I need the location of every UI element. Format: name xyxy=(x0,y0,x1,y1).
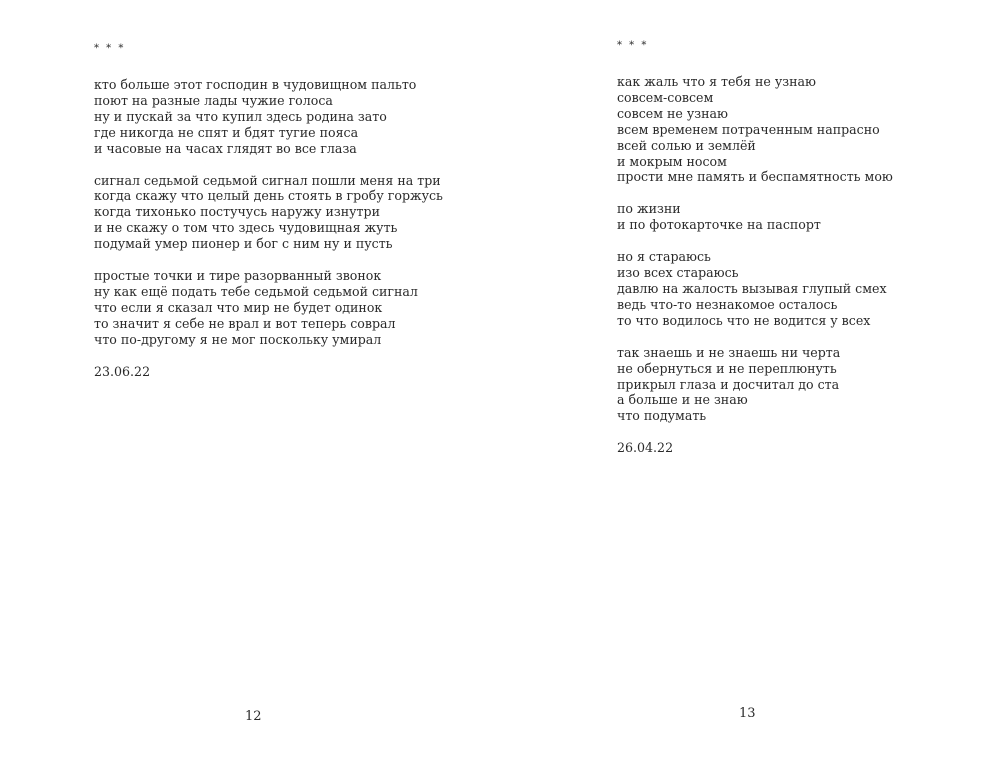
poem-line: и мокрым носом xyxy=(617,153,727,169)
page-number: 12 xyxy=(245,709,262,724)
stanza-2 xyxy=(94,173,443,253)
poem-date: 23.06.22 xyxy=(94,363,151,379)
poem-line: давлю на жалость вызывая глупый смех xyxy=(617,280,887,296)
poem-line: совсем не узнаю xyxy=(617,105,729,121)
poem-line: изо всех стараюсь xyxy=(617,265,739,281)
poem-line: что по-другому я не мог поскольку умирал xyxy=(94,331,382,347)
poem-line: и не скажу о том что здесь чудовищная жуть xyxy=(94,220,398,236)
poem-line: так знаешь и не знаешь ни черта xyxy=(617,344,841,360)
poem-line: ну как ещё подать тебе седьмой седьмой сигнал xyxy=(94,283,418,299)
poem-line: простые точки и тире разорванный звонок xyxy=(94,268,382,284)
poem-separator: * * * xyxy=(617,40,649,51)
poem-line: кто больше этот господин в чудовищном пальто xyxy=(94,77,417,92)
page-number: 13 xyxy=(739,706,756,721)
poem-line: всем временем потраченным напрасно xyxy=(617,121,880,137)
poem-line: когда тихонько постучусь наружу изнутри xyxy=(94,204,380,220)
poem-left xyxy=(94,43,443,380)
poem-line: ведь что-то незнакомое осталось xyxy=(617,296,838,312)
poem-line: прости мне память и беспамятность мою xyxy=(617,169,893,185)
poem-line: где никогда не спят и бдят тугие пояса xyxy=(94,124,359,140)
stanza-2 xyxy=(617,201,893,233)
poem-line: прикрыл глаза и досчитал до ста xyxy=(617,376,840,392)
poem-separator: * * * xyxy=(94,43,126,54)
poem-line: и по фотокарточке на паспорт xyxy=(617,217,821,233)
poem-line: но я стараюсь xyxy=(617,249,711,265)
right-page xyxy=(500,0,1000,777)
poem-line: по жизни xyxy=(617,201,681,217)
poem-line: то что водилось что не водится у всех xyxy=(617,312,871,328)
poem-line: и часовые на часах глядят во все глаза xyxy=(94,140,357,156)
poem-line: а больше и не знаю xyxy=(617,392,748,408)
poem-line: поют на разные лады чужие голоса xyxy=(94,92,333,108)
poem-line: что если я сказал что мир не будет одинок xyxy=(94,299,383,315)
poem-line: совсем-совсем xyxy=(617,89,714,105)
stanza-3 xyxy=(617,249,893,329)
stanza-4 xyxy=(617,345,893,425)
stanza-1 xyxy=(617,74,893,185)
poem-line: не обернуться и не переплюнуть xyxy=(617,360,837,376)
stanza-3 xyxy=(94,268,443,348)
poem-line: то значит я себе не врал и вот теперь соврал xyxy=(94,315,396,331)
poem-line: сигнал седьмой седьмой сигнал пошли меня на три xyxy=(94,172,441,188)
poem-line: ну и пускай за что купил здесь родина зато xyxy=(94,108,387,124)
poem-line: всей солью и землёй xyxy=(617,137,756,153)
poem-line: когда скажу что целый день стоять в гробу горжусь xyxy=(94,188,443,204)
poem-line: что подумать xyxy=(617,408,707,424)
poem-line: как жаль что я тебя не узнаю xyxy=(617,74,816,89)
poem-date: 26.04.22 xyxy=(617,440,674,456)
poem-line: подумай умер пионер и бог с ним ну и пусть xyxy=(94,236,393,252)
stanza-1 xyxy=(94,77,443,157)
poem-right xyxy=(617,40,893,456)
